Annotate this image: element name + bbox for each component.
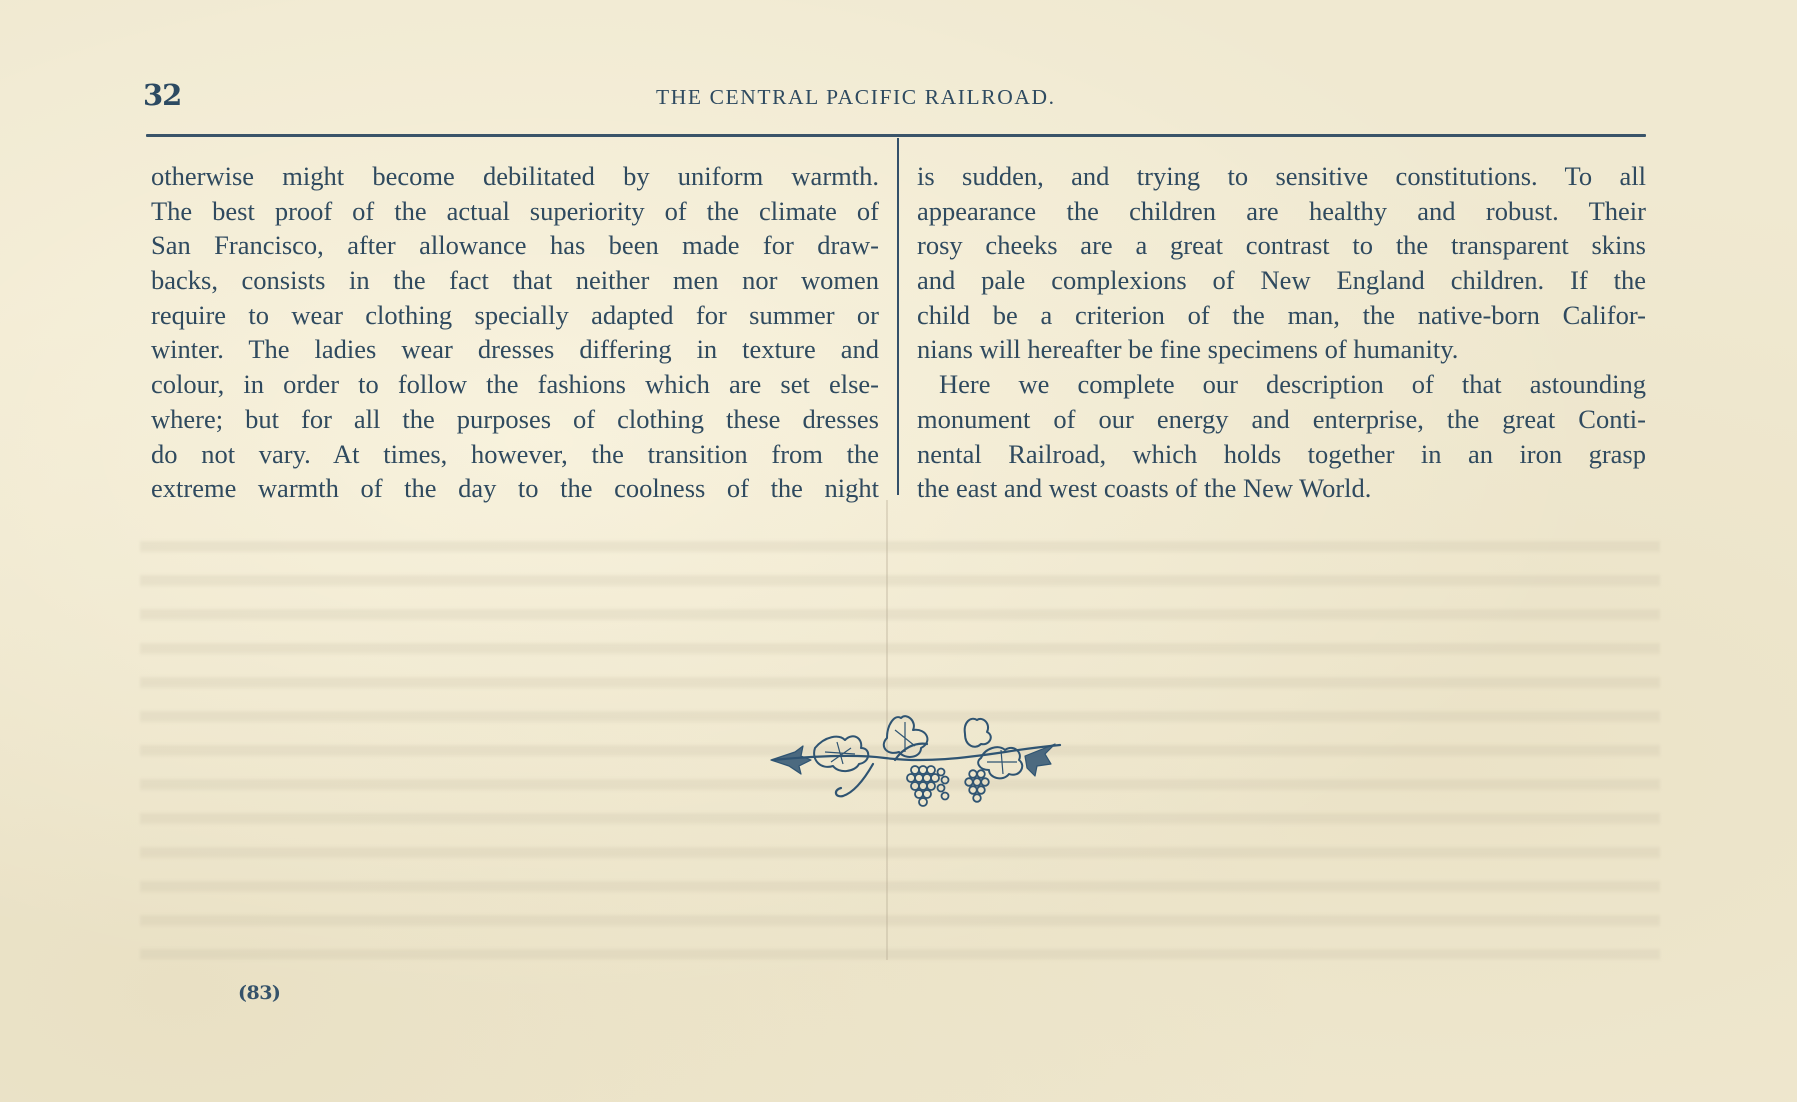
paragraph-end-line: the east and west coasts of the New World. bbox=[917, 473, 1372, 504]
header-rule bbox=[146, 134, 1646, 137]
grapevine-ornament-icon bbox=[755, 708, 1065, 818]
text-line: require to wear clothing specially adapted for summer or bbox=[151, 299, 879, 330]
text-line: appearance the children are healthy and robust. Their bbox=[917, 195, 1646, 226]
running-title: THE CENTRAL PACIFIC RAILROAD. bbox=[656, 85, 1056, 109]
right-column bbox=[917, 159, 1646, 506]
text-line: colour, in order to follow the fashions which are set else- bbox=[151, 369, 879, 400]
text-line: backs, consists in the fact that neither men nor women bbox=[151, 265, 879, 296]
text-line: otherwise might become debilitated by uniform warmth. bbox=[151, 161, 879, 191]
text-line: do not vary. At times, however, the transition from the bbox=[151, 438, 879, 469]
text-line: child be a criterion of the man, the native-born Califor- bbox=[917, 299, 1646, 330]
text-line: The best proof of the actual superiority of the climate of bbox=[151, 195, 879, 226]
text-line: is sudden, and trying to sensitive constitutions. To all bbox=[917, 161, 1646, 191]
signature-mark: (83) bbox=[238, 982, 281, 1004]
paragraph-end-line: nians will hereafter be fine specimens of humanity. bbox=[917, 334, 1459, 365]
text-line: rosy cheeks are a great contrast to the transparent skins bbox=[917, 230, 1646, 261]
text-line: and pale complexions of New England children. If the bbox=[917, 265, 1646, 296]
text-line: San Francisco, after allowance has been made for draw- bbox=[151, 230, 879, 261]
text-line: extreme warmth of the day to the coolness of the night bbox=[151, 473, 879, 504]
running-header bbox=[143, 78, 1645, 118]
text-line: nental Railroad, which holds together in an iron grasp bbox=[917, 438, 1646, 469]
paragraph-start-line: Here we complete our description of that astounding bbox=[939, 369, 1646, 400]
page-number: 32 bbox=[143, 78, 182, 112]
text-line: winter. The ladies wear dresses differing in texture and bbox=[151, 334, 879, 365]
left-column bbox=[151, 159, 879, 506]
text-line: where; but for all the purposes of clothing these dresses bbox=[151, 403, 879, 434]
text-line: monument of our energy and enterprise, the great Conti- bbox=[917, 403, 1646, 434]
column-divider bbox=[897, 138, 899, 495]
